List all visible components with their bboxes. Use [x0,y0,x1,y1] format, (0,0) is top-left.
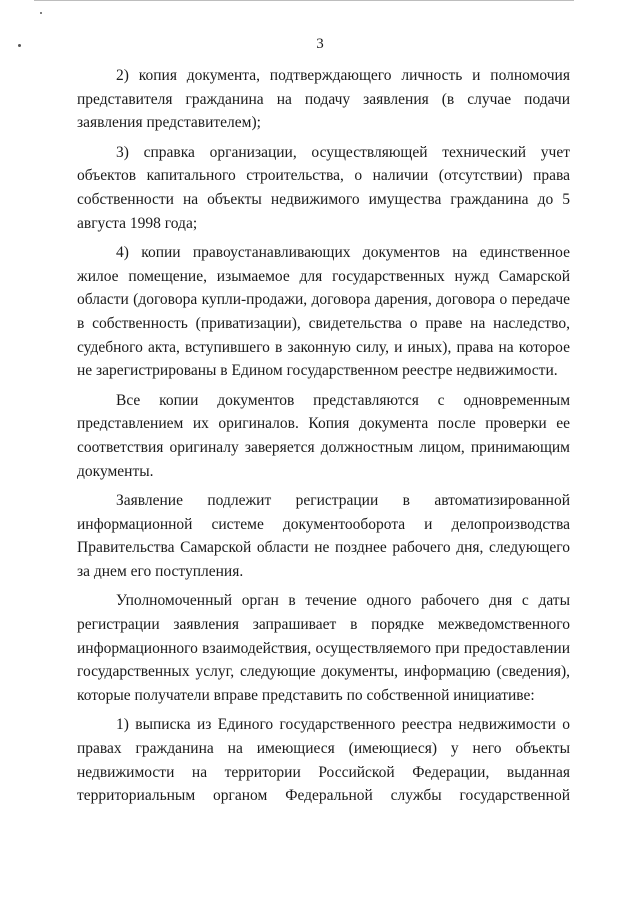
scan-speck [40,12,42,14]
scan-top-edge [34,0,574,1]
paragraph: Уполномоченный орган в течение одного рабочего дня с даты регистрации заявления запрашивает в порядке межведомственного информационного взаимодействия, осуществляемого при предоставлении государственных услуг, следующие документы, информацию (сведения), которые получатели вправе представить по собственной инициативе: [77,592,570,704]
paragraph: Заявление подлежит регистрации в автоматизированной информационной системе документооборота и делопроизводства Правительства Самарской области не позднее рабочего дня, следующего за днем его поступления. [77,492,570,580]
paragraph: 3) справка организации, осуществляющей технический учет объектов капитального строительства, о наличии (отсутствии) права собственности на объекты недвижимого имущества гражданина до 5 августа 1998 года; [77,143,570,232]
document-body [77,64,570,814]
paragraph: 1) выписка из Единого государственного реестра недвижимости о правах гражданина на имеющиеся (имеющиеся) у него объекты недвижимости на территории Российской Федерации, выданная территориальным органом Федеральной службы государственной [77,716,570,805]
page-number: 3 [316,36,324,52]
paragraph: Все копии документов представляются с одновременным представлением их оригиналов. Копия документа после проверки ее соответствия оригиналу заверяется должностным лицом, принимающим документы. [77,391,570,480]
paragraph: 4) копии правоустанавливающих документов на единственное жилое помещение, изымаемое для государственных нужд Самарской области (договора купли-продажи, договора дарения, договора о передаче в собственность (приватизации), свидетельства о праве на наследство, судебного акта, вступившего в законную силу, и иных), права на которое не зарегистрированы в Едином государственном реестре недвижимости. [77,244,570,380]
paragraph: 2) копия документа, подтверждающего личность и полномочия представителя гражданина на подачу заявления (в случае подачи заявления представителем); [77,67,570,132]
